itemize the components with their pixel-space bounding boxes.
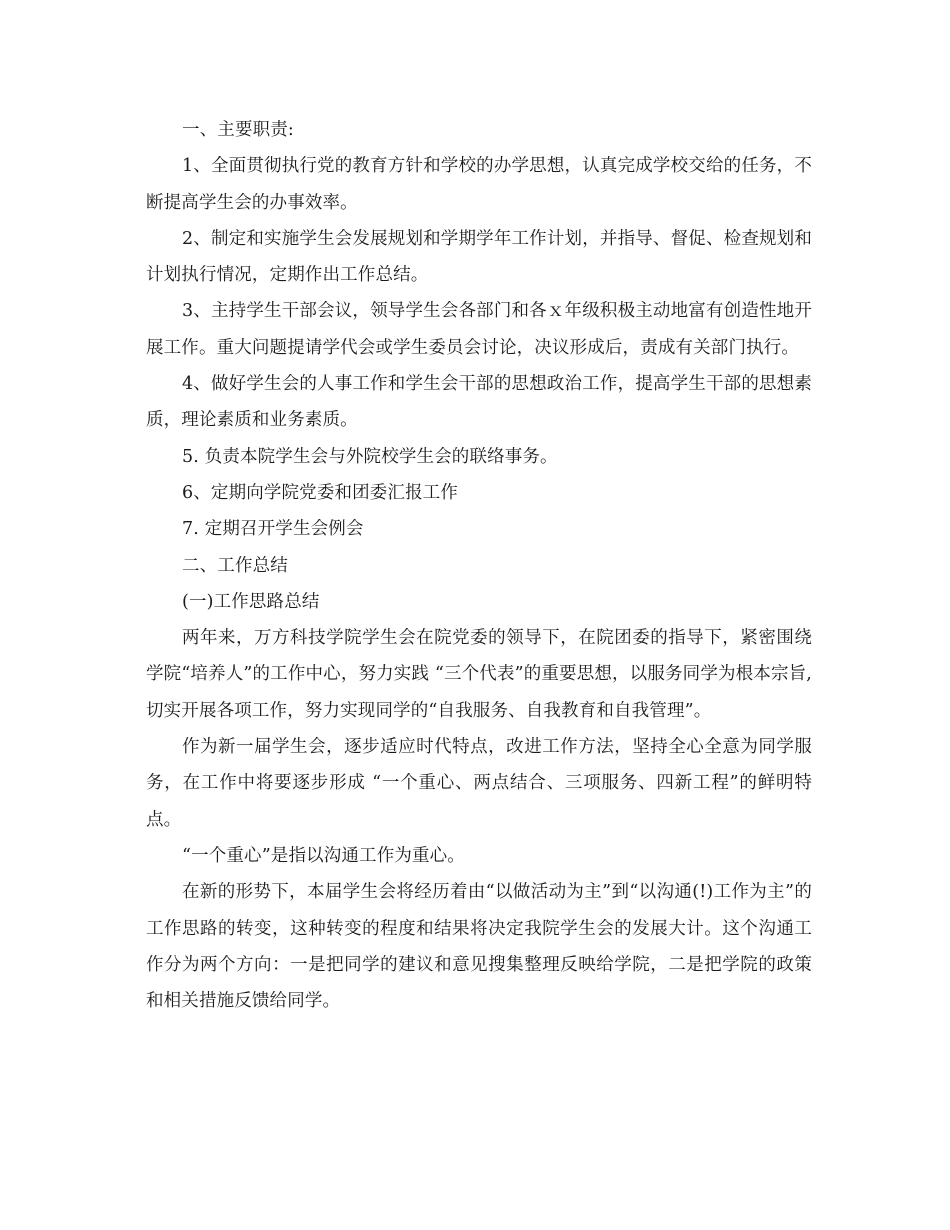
duty-item-4: 4、做好学生会的人事工作和学生会干部的思想政治工作，提高学生干部的思想素质，理论素质和业务素质。 xyxy=(146,374,812,431)
body-paragraph-new-council: 作为新一届学生会，逐步适应时代特点，改进工作方法，坚持全心全意为同学服务，在工作中将要逐步形成 “一个重心、两点结合、三项服务、四新工程”的鲜明特点。 xyxy=(146,737,812,830)
duty-item-2: 2、制定和实施学生会发展规划和学期学年工作计划，并指导、督促、检查规划和计划执行情况，定期作出工作总结。 xyxy=(146,228,812,286)
body-paragraph-one-focus: “一个重心”是指以沟通工作为重心。 xyxy=(182,845,465,866)
duty-item-6: 6、定期向学院党委和团委汇报工作 xyxy=(182,482,459,503)
body-paragraph-communication: 在新的形势下，本届学生会将经历着由“以做活动为主”到“以沟通(!)工作为主”的工作思路的转变，这种转变的程度和结果将决定我院学生会的发展大计。这个沟通工作分为两个方向：一是把同学的建议和意见搜集整理反映给学院，二是把学院的政策和相关措施反馈给同学。 xyxy=(146,882,812,1012)
section-heading-duties: 一、主要职责: xyxy=(182,120,294,140)
duty-item-3: 3、主持学生干部会议，领导学生会各部门和各ｘ年级积极主动地富有创造性地开展工作。重大问题提请学代会或学生委员会讨论，决议形成后，责成有关部门执行。 xyxy=(146,301,812,358)
subsection-heading-approach: (一)工作思路总结 xyxy=(182,591,320,612)
duty-item-7: 7. 定期召开学生会例会 xyxy=(182,519,364,540)
duty-item-5: 5. 负责本院学生会与外院校学生会的联络事务。 xyxy=(182,446,558,467)
document-body xyxy=(146,112,812,1019)
section-heading-summary: 二、工作总结 xyxy=(182,555,288,576)
duty-item-1: 1、全面贯彻执行党的教育方针和学校的办学思想，认真完成学校交给的任务，不断提高学生会的办事效率。 xyxy=(146,156,812,213)
body-paragraph-two-years: 两年来，万方科技学院学生会在院党委的领导下，在院团委的指导下，紧密围绕学院“培养人”的工作中心，努力实践 “三个代表”的重要思想，以服务同学为根本宗旨,切实开展各项工作，努力实现同学的“自我服务、自我教育和自我管理”。 xyxy=(146,628,812,721)
